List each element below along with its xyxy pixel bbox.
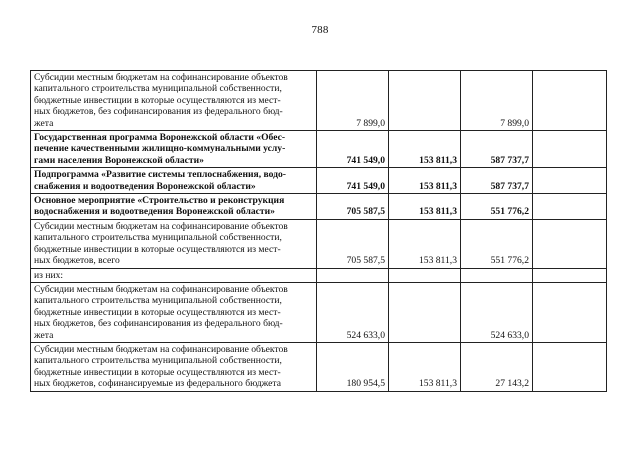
row-description [31,71,317,131]
row-description-line: капитального строительства муниципальной собственности, [34,232,282,244]
amount-extra [533,268,607,282]
row-description-line: жета [34,329,54,341]
amount-extra [533,71,607,131]
row-description-line: Основное мероприятие «Строительство и реконструкция [34,195,285,207]
row-description-line: жета [34,117,54,129]
row-description-line: Субсидии местным бюджетам на софинансирование объектов [34,220,288,232]
amount-extra [533,282,607,342]
amount-regional: 551 776,2 [461,194,533,220]
row-description-line: бюджетные инвестиции в которые осуществляются из мест- [34,306,281,318]
amount-total: 705 587,5 [317,219,389,268]
amount-federal [389,268,461,282]
table-row [31,168,607,194]
amount-total [317,268,389,282]
amount-regional: 587 737,7 [461,168,533,194]
amount-federal: 153 811,3 [389,342,461,391]
row-description-line: печение качественными жилищно-коммунальными услу- [34,143,286,155]
amount-federal [389,71,461,131]
amount-regional: 587 737,7 [461,131,533,168]
table-row [31,282,607,342]
row-description [31,219,317,268]
amount-total: 741 549,0 [317,131,389,168]
row-description [31,168,317,194]
amount-extra [533,342,607,391]
amount-regional: 551 776,2 [461,219,533,268]
row-description-line: ных бюджетов, без софинансирования из федерального бюд- [34,106,283,118]
amount-federal [389,282,461,342]
row-description [31,282,317,342]
row-description-line: ных бюджетов, без софинансирования из федерального бюд- [34,318,283,330]
row-description [31,268,317,282]
table-row [31,342,607,391]
amount-extra [533,219,607,268]
amount-total: 7 899,0 [317,71,389,131]
amount-total: 180 954,5 [317,342,389,391]
amount-total: 741 549,0 [317,168,389,194]
row-description-line: гами населения Воронежской области» [34,154,204,166]
row-description [31,194,317,220]
amount-federal: 153 811,3 [389,168,461,194]
budget-table-body [31,71,607,392]
row-description-line: бюджетные инвестиции в которые осуществляются из мест- [34,366,281,378]
amount-extra [533,131,607,168]
table-row [31,71,607,131]
row-description-line: снабжения и водоотведения Воронежской области» [34,180,256,192]
page-number: 788 [311,24,329,36]
amount-regional [461,268,533,282]
row-description-line: капитального строительства муниципальной собственности, [34,295,282,307]
amount-federal: 153 811,3 [389,194,461,220]
budget-table [30,70,607,392]
row-description-line: бюджетные инвестиции в которые осуществляются из мест- [34,94,281,106]
amount-extra [533,168,607,194]
row-description-line: капитального строительства муниципальной собственности, [34,83,282,95]
amount-total: 524 633,0 [317,282,389,342]
row-description-line: ных бюджетов, софинансируемые из федерального бюджета [34,378,281,390]
row-description [31,342,317,391]
table-row [31,131,607,168]
amount-total: 705 587,5 [317,194,389,220]
table-row [31,194,607,220]
row-description-line: Субсидии местным бюджетам на софинансирование объектов [34,343,288,355]
amount-regional: 7 899,0 [461,71,533,131]
row-description-line: водоснабжения и водоотведения Воронежской области» [34,206,275,218]
amount-federal: 153 811,3 [389,219,461,268]
row-description-line: Субсидии местным бюджетам на софинансирование объектов [34,72,288,83]
row-description-line: капитального строительства муниципальной собственности, [34,355,282,367]
row-description-line: ных бюджетов, всего [34,255,120,267]
table-row [31,219,607,268]
amount-regional: 524 633,0 [461,282,533,342]
row-description-line: Подпрограмма «Развитие системы теплоснабжения, водо- [34,169,286,181]
row-description-line: бюджетные инвестиции в которые осуществляются из мест- [34,243,281,255]
amount-federal: 153 811,3 [389,131,461,168]
row-description-line: из них: [34,269,64,281]
table-row [31,268,607,282]
amount-regional: 27 143,2 [461,342,533,391]
row-description [31,131,317,168]
row-description-line: Государственная программа Воронежской области «Обес- [34,132,286,144]
amount-extra [533,194,607,220]
row-description-line: Субсидии местным бюджетам на софинансирование объектов [34,283,288,295]
